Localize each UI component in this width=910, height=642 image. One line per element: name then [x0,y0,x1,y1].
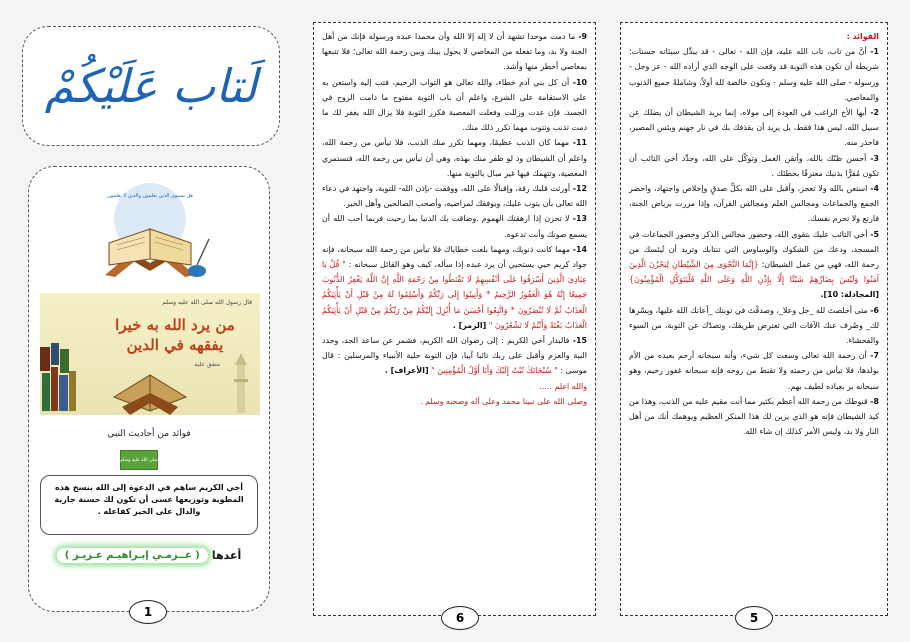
verse-ref-zumar: [الزمر] . [452,320,487,330]
paragraph-11: 11- مهما كان الذنب عظيمًا، ومهما تكرر منك الذنب، فلا تيأس من رحمة الله، واعلم أن الشيطان ود لو ظفر منك بهذه، وهي أن تيأس من رحمة الله، فتستمري المعصية، وتتهمك فيها غير مبال بالتوبة منها. [322,138,588,178]
paragraph-10: 10- أن كل بني آدم خطاء، والله تعالى هو التواب الرحيم، فتب إليه واستعن به على الاستقامة على الشرع، واعلم أن باب التوبة مفتوح ما دامت الروح في الجسد، فإن عدت وزللت وفعلت المعصية فكرر التوبة فلا يزال الله يغفر لك ما دمت تذنب وتتوب مهما تكرر ذلك منك. [322,77,587,133]
author-name: ( عــزمـي إبـراهيـم عـزيـز ) [57,548,208,563]
verse-ref-mujadila: [المجادلة: 10]. [820,290,879,300]
hadith-poster [40,293,260,415]
cover-title: لَتاب عَلَيْكُمْ [44,59,258,113]
benefit-5: 5- أخي التائب عليك بتقوى الله، وحضور مجالس الذكر وحضور الجماعات في المسجد، ودعك من الشكوك والوساوس التي تنتابك وتريد أن تُيئسك من رحمة الله، فهي من عمل الشيطان؛ {إِنَّمَا النَّجْوَى مِنَ الشَّيْطَانِ لِيَحْزُنَ الَّذِينَ آمَنُوا وَلَيْسَ بِضَارِّهِمْ شَيْئًا إِلَّا بِإِذْنِ اللَّهِ وَعَلَى اللَّهِ فَلْيَتَوَكَّلِ الْمُؤْمِنُونَ} [المجادلة: 10]. [629,229,879,300]
minaret-illustration [226,353,256,413]
book-caption: هل يستوى الذين يعلمون والذين لا يعلمون [107,193,193,199]
benefit-1: 1- أنَّ من تاب، تاب الله عليه، فإن الله - تعالى - قد يبدِّل سيئاته حسنات؛ شريطة أن تكون هذه التوبة قد وقعت على الوجه الذي أراده الله - عز وجل - ورسوله - صلى الله عليه وسلم - وتكون خالصة لله أولاً، وشاملةً جميع الذنوب والمعاصي. [629,47,880,102]
benefit-6: 6- متى أخلصتَ لله _جل وعلا_، وصدقْتَ في توبتك _أعانك الله عليها، ويسّرها لك_ وصُرف عنك الآفات التي تعترض طريقك، وتصدّك عن التوبة، من السوء والفحشاء. [629,305,879,346]
seal-icon [120,450,158,470]
verse-ref-araf: [الأعراف] . [384,366,429,376]
paragraph-13: 13- لا تحزن إذا ارهقتك الهموم .وضاقت بك الدنيا بما رحبت فربما أحب الله أن يسمع صوتك وأنت تدعوه. [322,214,587,239]
page-6-column [313,22,596,616]
page-number-1: 1 [129,600,167,624]
paragraph-9: 9- ما دمت موحدا تشهد أن لا إله إلا الله وأن محمدا عبده ورسوله فإنك من أهل الجنة ولا بد، وما تفعله من المعاصي لا يحول بينك وبين رحمة الله تعالى؛ فلا تتبعها بمعاصي أخطر منها وأشد. [322,32,587,72]
benefit-2: 2- أيها الأخ الراغب في العودة إلى مولاه، إنما يريد الشيطان أن يضلك عن سبيل الله، ليس هذا فقط، بل يريد أن يقذفك بك في نار جهنم وبئس المصير، فاحذر منه. [629,108,879,148]
page-5-column [620,22,888,616]
quran-verse-araf: " سُبْحَانَكَ تُبْتُ إِلَيْكَ وَأَنَا أَوَّلُ الْمُؤْمِنِينَ " [431,366,558,376]
poster-sub-text: متفق عليه [194,361,220,368]
fawaid-heading: الفوائد : [846,32,879,41]
paragraph-14: 14- مهما كانت ذنوبك، ومهما بلغت خطاياك فلا تيأس من رحمة الله سبحانه، فإنه جواد كريم حيي يستحيي أن يرد عبده إذا سأله، كيف وهو القائل سبحانه : " قُلْ يَا عِبَادِيَ الَّذِينَ أَسْرَفُوا عَلَى أَنْفُسِهِمْ لَا تَقْنَطُوا مِنْ رَحْمَةِ اللَّهِ إِنَّ اللَّهَ يَغْفِرُ الذُّنُوبَ جَمِيعًا إِنَّهُ هُوَ الْغَفُورُ الرَّحِيمُ * وَأَنِيبُوا إِلَى رَبِّكُمْ وَأَسْلِمُوا لَهُ مِنْ قَبْلِ أَنْ يَأْتِيَكُمُ الْعَذَابُ ثُمَّ لَا تُنْصَرُونَ * وَاتَّبِعُوا أَحْسَنَ مَا أُنْزِلَ إِلَيْكُمْ مِنْ رَبِّكُمْ مِنْ قَبْلِ أَنْ يَأْتِيَكُمُ الْعَذَابُ بَغْتَةً وَأَنْتُمْ لَا تَشْعُرُونَ " [الزمر] . [322,244,587,330]
closing-line-2: وصلى الله على نبينا محمد وعلى آله وصحبه وسلم . [420,396,587,406]
note-box [40,475,258,535]
author-label: أعدها [211,548,242,562]
paragraph-15: 15- فالبدار أخي الكريم : إلى رضوان الله الكريم، فشمر عن ساعد الجد، وجدد النية والعزم وأقبل على ربك تائبا آيبا، فإن التوبة حلية الأنبياء والمرسلين : قال موسى : " سُبْحَانَكَ تُبْتُ إِلَيْكَ وَأَنَا أَوَّلُ الْمُؤْمِنِينَ " [الأعراف] . [322,336,587,376]
quran-book-illustration [85,179,215,283]
books-illustration [40,333,110,413]
cover-subtitle: فوائد من أحاديث النبي [107,429,191,439]
benefit-3: 3- أحسن ظنّك بالله، وأتقن العمل وتوكّل على الله، وجدِّد أخي التائب أن تكون مُقرًّا بذنبك معترفًا بخطئك . [629,153,879,178]
cover-title-box [22,26,280,146]
quran-verse-mujadila: {إِنَّمَا النَّجْوَى مِنَ الشَّيْطَانِ لِيَحْزُنَ الَّذِينَ آمَنُوا وَلَيْسَ بِضَارِّهِمْ شَيْئًا إِلَّا بِإِذْنِ اللَّهِ وَعَلَى اللَّهِ فَلْيَتَوَكَّلِ الْمُؤْمِنُونَ} [629,260,879,285]
author-line [49,545,249,565]
quran-verse-zumar: " قُلْ يَا عِبَادِيَ الَّذِينَ أَسْرَفُوا عَلَى أَنْفُسِهِمْ لَا تَقْنَطُوا مِنْ رَحْمَةِ اللَّهِ إِنَّ اللَّهَ يَغْفِرُ الذُّنُوبَ جَمِيعًا إِنَّهُ هُوَ الْغَفُورُ الرَّحِيمُ * وَأَنِيبُوا إِلَى رَبِّكُمْ وَأَسْلِمُوا لَهُ مِنْ قَبْلِ أَنْ يَأْتِيَكُمُ الْعَذَابُ ثُمَّ لَا تُنْصَرُونَ * وَاتَّبِعُوا أَحْسَنَ مَا أُنْزِلَ إِلَيْكُمْ مِنْ رَبِّكُمْ مِنْ قَبْلِ أَنْ يَأْتِيَكُمُ الْعَذَابُ بَغْتَةً وَأَنْتُمْ لَا تَشْعُرُونَ " [322,260,587,330]
cover-front-box [28,166,270,612]
poster-main-text: من يرد الله به خيرا يفقهه في الدين [115,316,235,354]
poster-top-text: قال رسول الله صلى الله عليه وسلم [162,299,252,306]
closing-line-1: والله اعلم ..... [539,381,587,391]
note-text: أخي الكريم ساهم في الدعوة إلى الله بنسخ هذه المطوية وتوزيعها عسى أن تكون لك حسنة جارية والدال على الخير كفاعله . [54,483,244,516]
benefit-8: 8- قنوطك من رحمة الله أعظم بكثير مما أنت مقيم عليه من الذنب، وهذا من كيد الشيطان فإنه هو الذي يزين لك هذا المنكر العظيم ويوهمك أنك من أهل النار ولا بد، وليس الأمر كذلك إن شاء الله. [629,396,880,437]
benefit-4: 4- استعن بالله ولا تعجز، وأقبل على الله بكلِّ صدقٍ وإخلاص واجتهاد، واحضر الجمع والجماعات ومجالس العلم ومجالس القرآن، وإذا مررت برياض الجنة، فارتع ولا تحرم نفسك. [629,184,879,224]
benefit-7: 7- أن رحمة الله تعالى وسعت كل شيء، وأنه سبحانه أرحم بعبده من الأم بولدها، فلا تيأس من رحمته ولا تقنط من روحه فإنه سبحانه غفور رحيم، وهو سبحانه بر بعباده لطيف بهم. [629,351,879,391]
seal-text: صلى الله عليه وسلم [119,457,159,463]
page-number-5: 5 [735,606,773,630]
page-number-6: 6 [441,606,479,630]
lectern-illustration [110,367,190,415]
paragraph-12: 12- أورثت قلبك رقة، وإقبالًا على الله، ووفقت -بإذن الله- للتوبة، واجتهد في دعاء الله تعالى بأن يتوب عليك، ويوفقك لمراضيه، وأصحب الصالحين وأهل الخير. [322,184,587,209]
